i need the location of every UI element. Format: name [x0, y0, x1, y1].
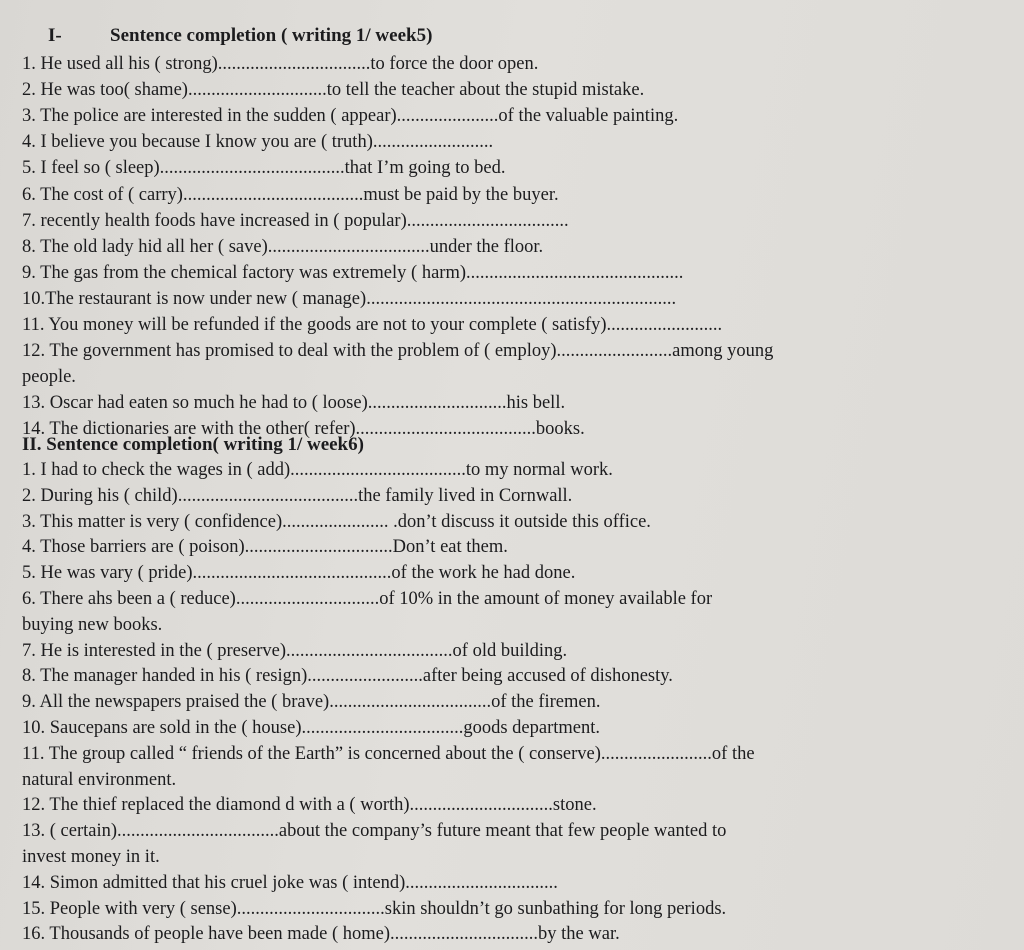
sentence-continuation: under the floor.: [429, 236, 544, 257]
sentence-continuation: that I’m going to bed.: [344, 158, 506, 179]
sentence-text: people.: [22, 367, 76, 388]
sentence-text: 12. The thief replaced the diamond d with a ( worth): [22, 795, 410, 816]
answer-blank: ......................................: [290, 460, 466, 480]
sentence-item: [22, 78, 984, 102]
answer-blank: ................................: [236, 898, 385, 919]
sentence-item: [22, 104, 984, 128]
answer-blank: ...............................................: [466, 262, 684, 283]
sentence-item: [22, 897, 984, 921]
answer-blank: ...........................................: [192, 563, 392, 584]
sentence-item: [22, 183, 984, 207]
sentence-text: 2. During his ( child): [22, 485, 178, 506]
sentence-continuation: of old building.: [452, 640, 568, 661]
sentence-item: [22, 535, 984, 559]
sentence-text: 3. This matter is very ( confidence): [22, 511, 283, 532]
sentence-item: [22, 561, 984, 585]
sentence-text: 7. He is interested in the ( preserve): [22, 640, 287, 661]
sentence-item: [22, 613, 984, 637]
sentence-item: [22, 587, 984, 611]
sentence-item: [22, 716, 984, 740]
answer-blank: ...............................: [235, 589, 380, 609]
answer-blank: .........................: [606, 315, 723, 335]
answer-blank: ................................: [390, 924, 539, 945]
sentence-text: 10.The restaurant is now under new ( manage): [22, 288, 367, 309]
sentence-item: [22, 742, 984, 766]
sentence-continuation: books.: [535, 419, 585, 440]
sentence-text: 1. He used all his ( strong): [22, 54, 218, 74]
sentence-text: 7. recently health foods have increased in ( popular): [22, 210, 407, 231]
sentence-item: [22, 130, 984, 154]
sentence-item: [22, 845, 984, 869]
sentence-item: [22, 510, 984, 534]
sentence-text: 4. I believe you because I know you are ( truth): [22, 132, 373, 153]
sentence-continuation: skin shouldn’t go sunbathing for long periods.: [384, 898, 727, 919]
sentence-continuation: of the firemen.: [491, 692, 601, 713]
section1-heading: [48, 24, 984, 48]
sentence-text: 6. The cost of ( carry): [22, 184, 183, 205]
sentence-text: 9. The gas from the chemical factory was extremely ( harm): [22, 262, 466, 283]
sentence-item: [22, 156, 984, 180]
sentence-item: [22, 52, 984, 76]
answer-blank: ...................................: [301, 718, 464, 738]
sentence-text: 13. Oscar had eaten so much he had to ( loose): [22, 393, 368, 414]
sentence-item: [22, 690, 984, 714]
sentence-continuation: Don’t eat them.: [392, 537, 508, 558]
answer-blank: ......................: [396, 106, 499, 127]
sentence-text: buying new books.: [22, 614, 163, 635]
sentence-item: [22, 922, 984, 946]
sentence-text: 2. He was too( shame): [22, 80, 188, 101]
sentence-item: [22, 313, 984, 337]
answer-blank: ........................................: [159, 158, 345, 179]
sentence-continuation: the family lived in Cornwall.: [358, 485, 573, 506]
sentence-item: [22, 339, 984, 363]
answer-blank: .........................: [307, 666, 423, 687]
sentence-item: [22, 235, 984, 259]
sentence-continuation: don’t discuss it outside this office.: [397, 511, 651, 532]
sentence-text: 5. He was vary ( pride): [22, 563, 193, 584]
section2-title: II. Sentence completion( writing 1/ week6): [22, 434, 364, 455]
sentence-continuation: about the company’s future meant that few people wanted to: [278, 821, 727, 842]
answer-blank: ........................: [600, 743, 712, 764]
answer-blank: ...................................: [117, 821, 279, 842]
answer-blank: .......................................: [177, 485, 359, 506]
sentence-item: [22, 819, 984, 843]
sentence-text: 10. Saucepans are sold in the ( house): [22, 718, 302, 738]
answer-blank: .........................: [556, 341, 673, 362]
answer-blank: ................................: [244, 537, 393, 558]
sentence-item: [22, 768, 984, 792]
answer-blank: ...................................................................: [366, 288, 677, 309]
sentence-text: 4. Those barriers are ( poison): [22, 537, 245, 558]
sentence-text: 6. There ahs been a ( reduce): [22, 589, 236, 609]
sentence-text: 12. The government has promised to deal with the problem of ( employ): [22, 341, 557, 362]
section1-roman-numeral: I-: [48, 25, 62, 46]
sentence-item: [22, 261, 984, 285]
sentence-text: 11. The group called “ friends of the Earth” is concerned about the ( conserve): [22, 743, 601, 764]
sentence-item: [22, 365, 984, 389]
answer-blank: ...................................: [267, 236, 430, 257]
section1-title: Sentence completion ( writing 1/ week5): [110, 25, 433, 46]
sentence-text: 16. Thousands of people have been made ( home): [22, 924, 391, 945]
answer-blank: ....................................: [286, 640, 453, 661]
sentence-item: [22, 664, 984, 688]
sentence-text: 9. All the newspapers praised the ( brave): [22, 692, 330, 713]
answer-blank: ...................................: [406, 210, 569, 231]
answer-blank: .......................................: [355, 419, 536, 440]
answer-blank: .................................: [405, 872, 558, 893]
sentence-continuation: among young: [672, 341, 774, 362]
sentence-continuation: must be paid by the buyer.: [363, 184, 559, 205]
sentence-text: 8. The manager handed in his ( resign): [22, 666, 308, 687]
sentence-item: [22, 793, 984, 817]
sentence-continuation: to force the door open.: [370, 54, 539, 74]
sentence-item: [22, 871, 984, 895]
answer-blank: ..........................: [372, 132, 494, 153]
sentence-continuation: of the work he had done.: [391, 563, 576, 584]
sentence-continuation: his bell.: [506, 393, 566, 414]
sentence-continuation: of the: [711, 743, 755, 764]
sentence-item: [22, 287, 984, 311]
sentence-text: invest money in it.: [22, 847, 160, 867]
sentence-item: [22, 391, 984, 415]
answer-blank: ...................................: [329, 692, 492, 713]
sentence-continuation: after being accused of dishonesty.: [422, 666, 673, 687]
answer-blank: ....................... .: [282, 511, 398, 532]
sentence-continuation: of 10% in the amount of money available for: [379, 589, 713, 609]
sentence-continuation: goods department.: [463, 718, 601, 738]
answer-blank: .......................................: [182, 184, 364, 205]
sentence-item: [22, 209, 984, 233]
sentence-continuation: to tell the teacher about the stupid mistake.: [326, 80, 645, 101]
answer-blank: ..............................: [187, 80, 327, 101]
sentence-text: 14. Simon admitted that his cruel joke was ( intend): [22, 872, 406, 893]
sentence-text: 8. The old lady hid all her ( save): [22, 236, 268, 257]
sentence-text: natural environment.: [22, 769, 177, 790]
sentence-item: [22, 458, 984, 482]
sentence-text: 13. ( certain): [22, 821, 118, 842]
sentence-text: 15. People with very ( sense): [22, 898, 237, 919]
sentence-text: 14. The dictionaries are with the other( refer): [22, 419, 356, 440]
answer-blank: ..............................: [367, 393, 507, 414]
answer-blank: ...............................: [409, 795, 553, 816]
answer-blank: .................................: [217, 54, 371, 74]
sentence-item: [22, 639, 984, 663]
sentence-text: 1. I had to check the wages in ( add): [22, 460, 291, 480]
sentence-continuation: stone.: [552, 795, 597, 816]
sentence-text: 11. You money will be refunded if the goods are not to your complete ( satisfy): [22, 315, 607, 335]
sentence-continuation: of the valuable painting.: [498, 106, 679, 127]
sentence-continuation: to my normal work.: [465, 460, 613, 480]
sentence-item: [22, 484, 984, 508]
sentence-continuation: by the war.: [538, 924, 620, 945]
sentence-text: 3. The police are interested in the sudden ( appear): [22, 106, 397, 127]
sentence-text: 5. I feel so ( sleep): [22, 158, 160, 179]
